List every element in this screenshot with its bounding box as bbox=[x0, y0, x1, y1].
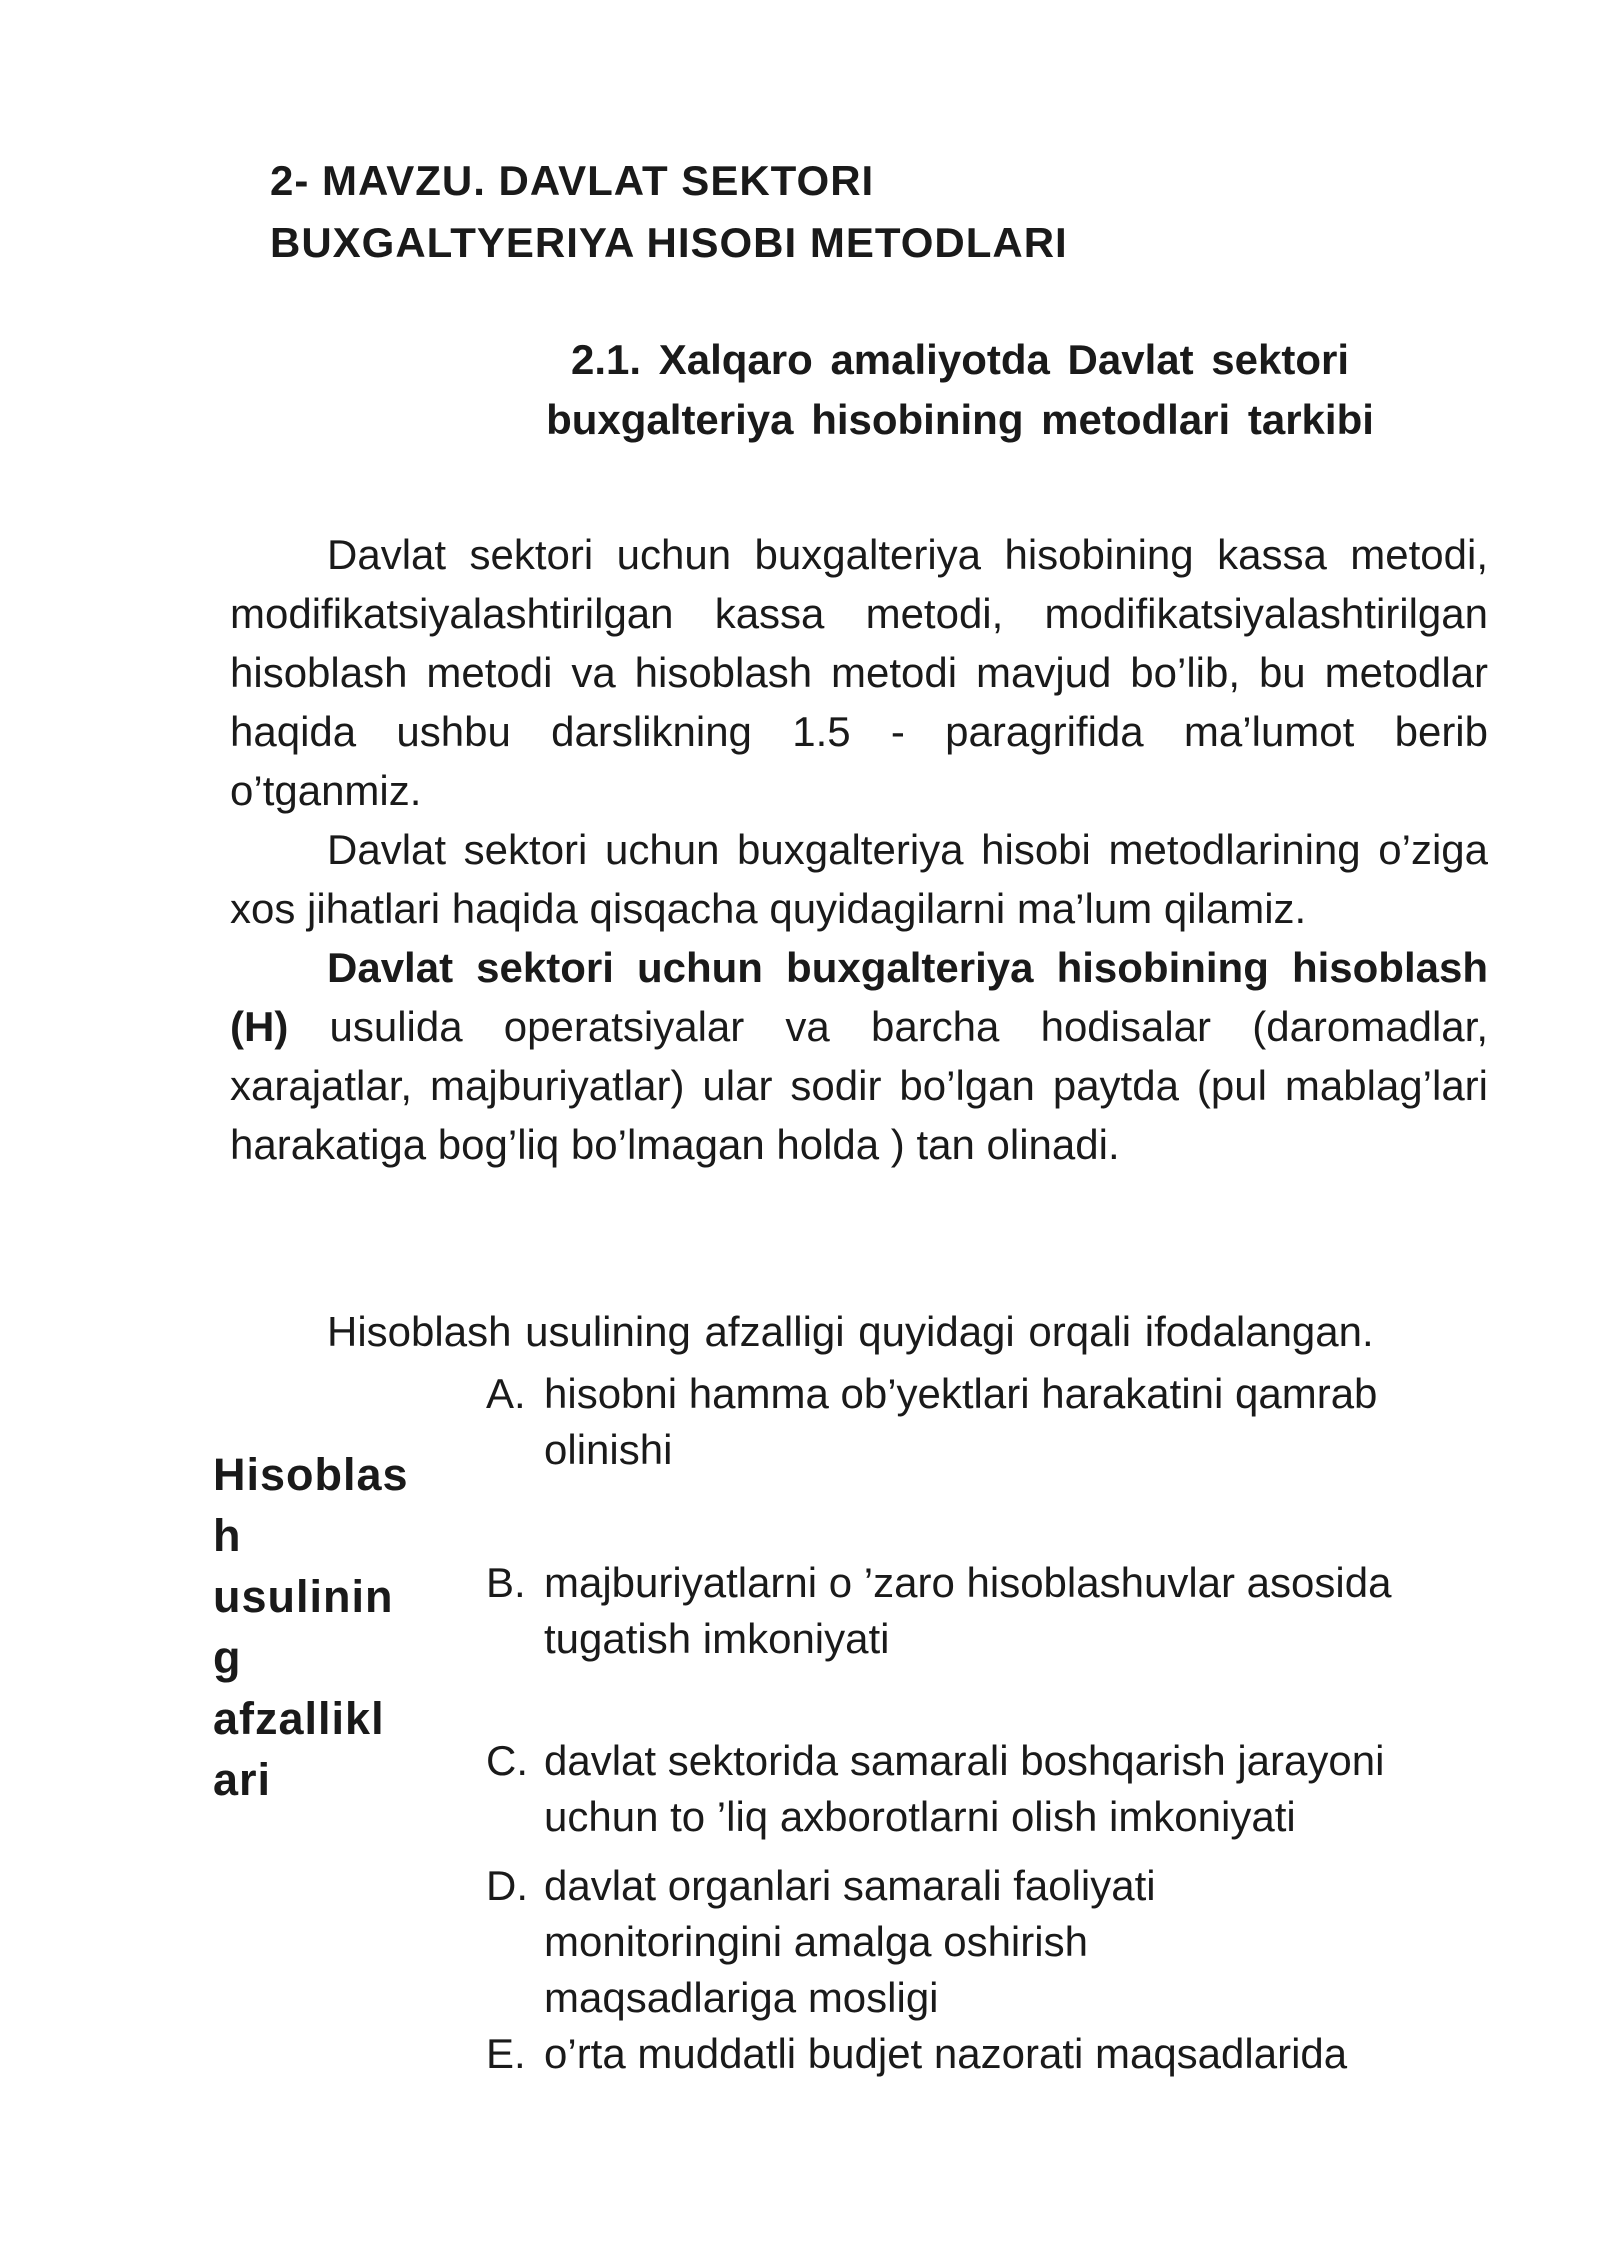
advantage-text bbox=[544, 1555, 1391, 1667]
chapter-title-line: BUXGALTYERIYA HISOBI METODLARI bbox=[270, 219, 1068, 266]
side-label-line: ari bbox=[213, 1754, 272, 1805]
section-title-line: buxgalteriya hisobining metodlari tarkibi bbox=[546, 396, 1374, 443]
side-label-line: Hisoblas bbox=[213, 1449, 409, 1500]
advantage-text bbox=[544, 1733, 1384, 1845]
side-label-line: usulinin bbox=[213, 1571, 394, 1622]
section-title-line: 2.1. Xalqaro amaliyotda Davlat sektori bbox=[571, 336, 1349, 383]
paragraph-methods-overview: Davlat sektori uchun buxgalteriya hisobining kassa metodi, modifikatsiyalashtirilgan kassa metodi, modifikatsiyalashtirilgan hisoblash metodi va hisoblash metodi mavjud bo’lib, bu metodlar haqida ushbu darslikning 1.5 - paragrifida ma’lumot berib o’tganmiz. bbox=[230, 531, 1488, 814]
advantage-item-e bbox=[486, 2026, 1347, 2082]
advantage-line: hisobni hamma ob’yektlari harakatini qamrab bbox=[544, 1370, 1378, 1417]
advantage-line: majburiyatlarni o ’zaro hisoblashuvlar asosida bbox=[544, 1559, 1392, 1606]
section-title bbox=[420, 330, 1500, 450]
chapter-title bbox=[270, 150, 1068, 274]
side-label-line: g bbox=[213, 1632, 242, 1683]
advantage-line: olinishi bbox=[544, 1426, 673, 1473]
advantage-item-b bbox=[486, 1555, 1391, 1667]
advantages-side-label bbox=[213, 1444, 409, 1810]
advantage-line: maqsadlariga mosligi bbox=[544, 1974, 939, 2021]
advantage-line: monitoringini amalga oshirish bbox=[544, 1918, 1088, 1965]
body-text bbox=[230, 525, 1488, 1174]
advantage-letter: A. bbox=[486, 1370, 526, 1417]
advantage-letter: E. bbox=[486, 2030, 526, 2077]
advantage-item-a bbox=[486, 1366, 1377, 1478]
advantage-line: o’rta muddatli budjet nazorati maqsadlarida bbox=[544, 2030, 1348, 2077]
accrual-method-term: Davlat sektori uchun buxgalteriya hisobining hisoblash (H) bbox=[230, 944, 1488, 1050]
advantage-text bbox=[544, 1366, 1377, 1478]
advantage-letter: B. bbox=[486, 1559, 526, 1606]
advantage-line: davlat organlari samarali faoliyati bbox=[544, 1862, 1156, 1909]
advantage-line: uchun to ’liq axborotlarni olish imkoniyati bbox=[544, 1793, 1296, 1840]
advantage-letter: C. bbox=[486, 1737, 528, 1784]
advantage-item-d bbox=[486, 1858, 1156, 2026]
paragraph-method-features: Davlat sektori uchun buxgalteriya hisobi metodlarining o’ziga xos jihatlari haqida qisqacha quyidagilarni ma’lum qilamiz. bbox=[230, 826, 1488, 932]
advantage-item-c bbox=[486, 1733, 1384, 1845]
advantages-intro: Hisoblash usulining afzalligi quyidagi orqali ifodalangan. bbox=[327, 1308, 1374, 1355]
advantage-letter: D. bbox=[486, 1862, 528, 1909]
chapter-title-line: 2- MAVZU. DAVLAT SEKTORI bbox=[270, 157, 875, 204]
accrual-method-description: usulida operatsiyalar va barcha hodisalar (daromadlar, xarajatlar, majburiyatlar) ular sodir bo’lgan paytda (pul mablag’lari harakatiga bog’liq bo’lmagan holda ) tan olinadi. bbox=[230, 1003, 1488, 1168]
paragraph-accrual-method bbox=[230, 938, 1488, 1174]
advantage-line: davlat sektorida samarali boshqarish jarayoni bbox=[544, 1737, 1385, 1784]
advantage-text bbox=[544, 2026, 1347, 2082]
advantage-line: tugatish imkoniyati bbox=[544, 1615, 890, 1662]
advantage-text bbox=[544, 1858, 1156, 2026]
side-label-line: h bbox=[213, 1510, 242, 1561]
side-label-line: afzallikl bbox=[213, 1693, 385, 1744]
